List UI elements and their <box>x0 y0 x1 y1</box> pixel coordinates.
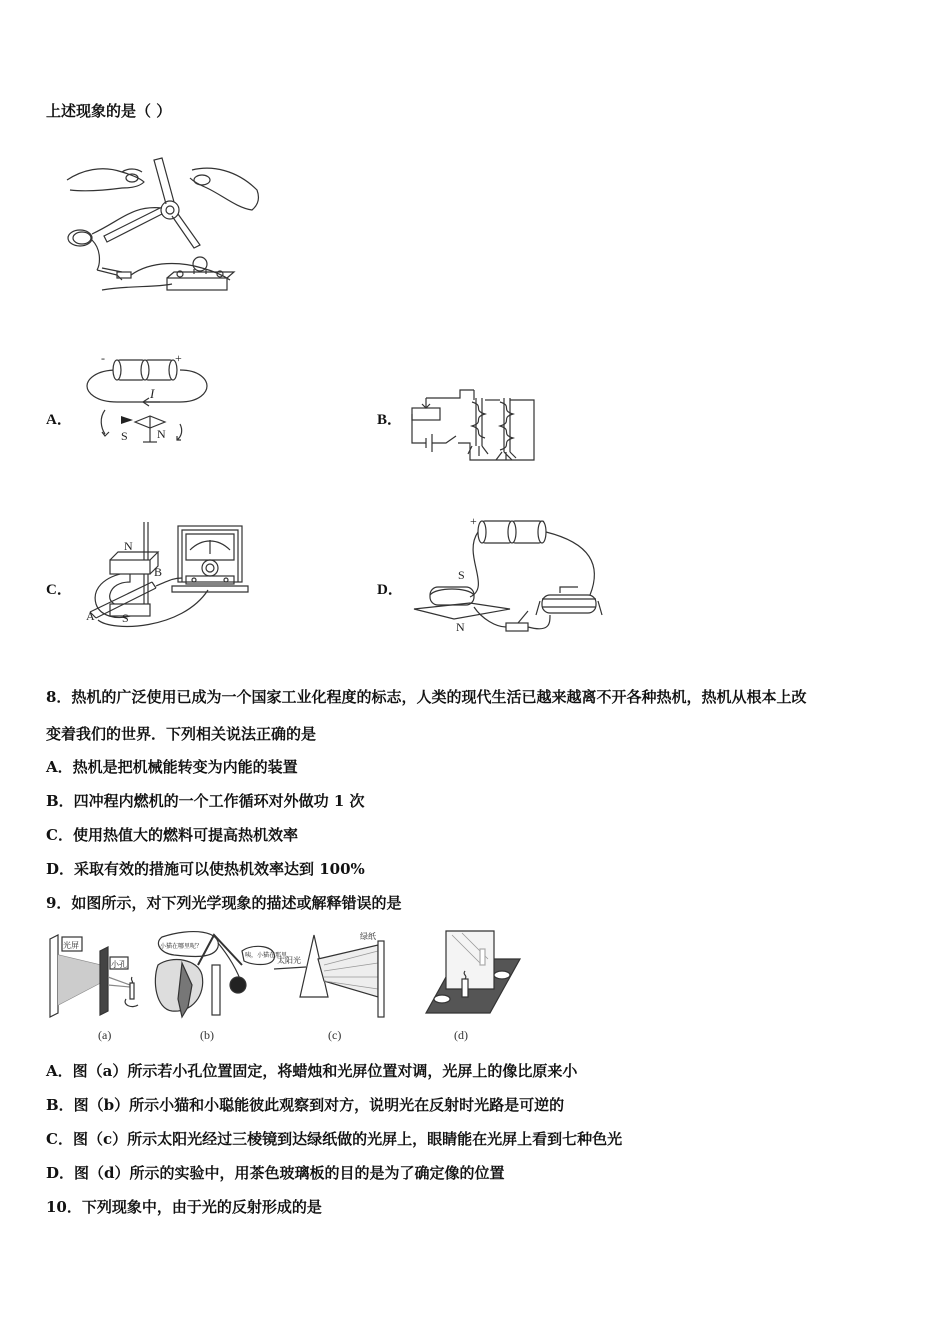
q7-option-c-label: C． <box>46 582 72 598</box>
fig-c-n-label: N <box>124 539 133 553</box>
fig-c-paper-label: 绿纸 <box>360 932 376 941</box>
q7-option-b-figure <box>410 388 540 463</box>
fig-c-b-label: B <box>154 565 163 579</box>
fig-a-current-label: I <box>150 386 155 401</box>
q9-option-d: D．图（d）所示的实验中，用茶色玻璃板的目的是为了确定像的位置 <box>46 1164 505 1182</box>
q7-stem-tail: 上述现象的是（ ） <box>46 102 172 120</box>
fig-d-plus-label: + <box>470 515 477 528</box>
q9-caption-b: (b) <box>200 1028 214 1042</box>
q9-caption-a: (a) <box>98 1028 112 1042</box>
fig-a-s-label: S <box>121 429 128 443</box>
q9-caption-c: (c) <box>328 1028 342 1042</box>
q9-stem: 9．如图所示，对下列光学现象的描述或解释错误的是 <box>46 894 402 912</box>
fig-a-hole-label: 小孔 <box>111 960 127 969</box>
fig-d-minus-label: − <box>538 515 545 528</box>
q7-option-a-figure <box>85 350 210 450</box>
fig-a-minus-label: - <box>101 351 105 365</box>
fig-a-n-label: N <box>157 427 166 441</box>
q9-option-b: B．图（b）所示小猫和小聪能彼此观察到对方，说明光在反射时光路是可逆的 <box>46 1096 565 1114</box>
q10-stem: 10．下列现象中，由于光的反射形成的是 <box>46 1198 322 1216</box>
fig-d-s-label: S <box>458 568 465 582</box>
fig-a-screen-label: 光屏 <box>63 941 79 950</box>
q8-option-d: D．采取有效的措施可以使热机效率达到 100% <box>46 860 365 878</box>
q7-main-figure <box>62 150 267 305</box>
q9-fig-d <box>426 931 520 1013</box>
q7-option-d-figure <box>410 515 610 645</box>
fig-a-plus-label: + <box>175 351 182 365</box>
q9-option-c: C．图（c）所示太阳光经过三棱镜到达绿纸做的光屏上，眼睛能在光屏上看到七种色光 <box>46 1130 623 1148</box>
q9-option-a: A．图（a）所示若小孔位置固定，将蜡烛和光屏位置对调，光屏上的像比原来小 <box>46 1062 578 1080</box>
q7-option-b-label: B． <box>377 412 403 428</box>
fig-d-n-label: N <box>456 620 465 634</box>
q8-option-a: A．热机是把机械能转变为内能的装置 <box>46 758 298 776</box>
fig-c-sunlight-label: 太阳光 <box>277 956 301 965</box>
fig-c-a-label: A <box>86 609 95 623</box>
q8-stem-line1: 8．热机的广泛使用已成为一个国家工业化程度的标志，人类的现代生活已越来越离不开各种热机，热机从根本上改 <box>46 688 807 706</box>
fig-b-left-bubble: 小猫在哪里呢？ <box>160 944 203 950</box>
q9-caption-d: (d) <box>454 1028 468 1042</box>
q8-option-b: B．四冲程内燃机的一个工作循环对外做功 1 次 <box>46 792 365 810</box>
q7-option-c-figure <box>82 520 252 630</box>
q8-stem-line2: 变着我们的世界．下列相关说法正确的是 <box>46 725 317 743</box>
q7-option-a-label: A． <box>46 412 72 428</box>
q8-option-c: C．使用热值大的燃料可提高热机效率 <box>46 826 298 844</box>
fig-b-right-bubble: 咦，小猫在那里 <box>245 953 288 959</box>
fig-c-s-label: S <box>122 611 129 625</box>
q7-option-d-label: D． <box>377 582 403 598</box>
q9-fig-c <box>274 935 384 1017</box>
q9-figure-strip <box>42 925 532 1047</box>
